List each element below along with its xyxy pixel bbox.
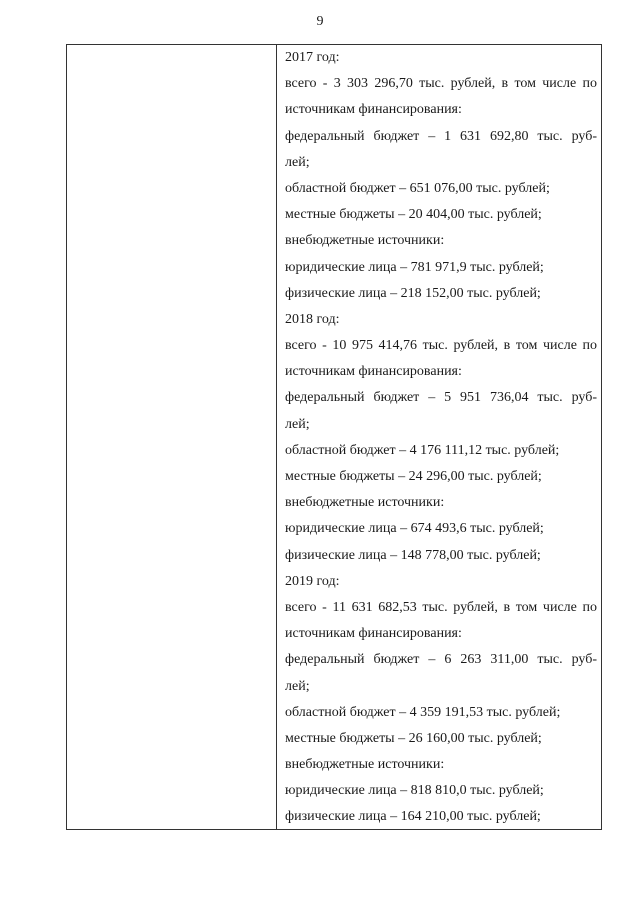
federal-budget-line-cont: лей; — [285, 678, 310, 694]
individuals-line: физические лица – 164 210,00 тыс. рублей; — [285, 809, 541, 825]
regional-budget-line: областной бюджет – 4 359 191,53 тыс. рублей; — [285, 704, 561, 720]
table-left-cell — [67, 45, 277, 829]
year-heading-2018: 2018 год: — [285, 311, 340, 327]
regional-budget-line: областной бюджет – 651 076,00 тыс. рублей; — [285, 180, 550, 196]
funding-total-line: всего - 10 975 414,76 тыс. рублей, в том числе по — [285, 338, 597, 354]
page-number: 9 — [316, 14, 324, 29]
individuals-line: физические лица – 148 778,00 тыс. рублей; — [285, 547, 541, 563]
federal-budget-line-cont: лей; — [285, 416, 310, 432]
local-budget-line: местные бюджеты – 26 160,00 тыс. рублей; — [285, 730, 542, 746]
extrabudgetary-line: внебюджетные источники: — [285, 233, 445, 249]
funding-sources-line: источникам финансирования: — [285, 102, 462, 118]
funding-table — [66, 44, 602, 830]
legal-entities-line: юридические лица – 674 493,6 тыс. рублей; — [285, 521, 544, 537]
table-right-cell — [277, 45, 601, 829]
funding-sources-line: источникам финансирования: — [285, 626, 462, 642]
local-budget-line: местные бюджеты – 24 296,00 тыс. рублей; — [285, 469, 542, 484]
legal-entities-line: юридические лица – 781 971,9 тыс. рублей; — [285, 259, 544, 275]
extrabudgetary-line: внебюджетные источники: — [285, 757, 445, 773]
federal-budget-line-cont: лей; — [285, 154, 310, 170]
funding-total-line: всего - 11 631 682,53 тыс. рублей, в том числе по — [285, 599, 597, 615]
extrabudgetary-line: внебюджетные источники: — [285, 495, 445, 511]
federal-budget-line: федеральный бюджет – 6 263 311,00 тыс. руб- — [285, 652, 597, 668]
funding-sources-line: источникам финансирования: — [285, 364, 462, 380]
funding-total-line: всего - 3 303 296,70 тыс. рублей, в том числе по — [285, 76, 597, 92]
federal-budget-line: федеральный бюджет – 5 951 736,04 тыс. руб- — [285, 390, 597, 406]
federal-budget-line: федеральный бюджет – 1 631 692,80 тыс. руб- — [285, 128, 597, 144]
individuals-line: физические лица – 218 152,00 тыс. рублей; — [285, 285, 541, 301]
regional-budget-line: областной бюджет – 4 176 111,12 тыс. рублей; — [285, 442, 560, 458]
year-heading-2017: 2017 год: — [285, 50, 340, 65]
year-heading-2019: 2019 год: — [285, 573, 340, 589]
local-budget-line: местные бюджеты – 20 404,00 тыс. рублей; — [285, 207, 542, 223]
legal-entities-line: юридические лица – 818 810,0 тыс. рублей; — [285, 783, 544, 799]
